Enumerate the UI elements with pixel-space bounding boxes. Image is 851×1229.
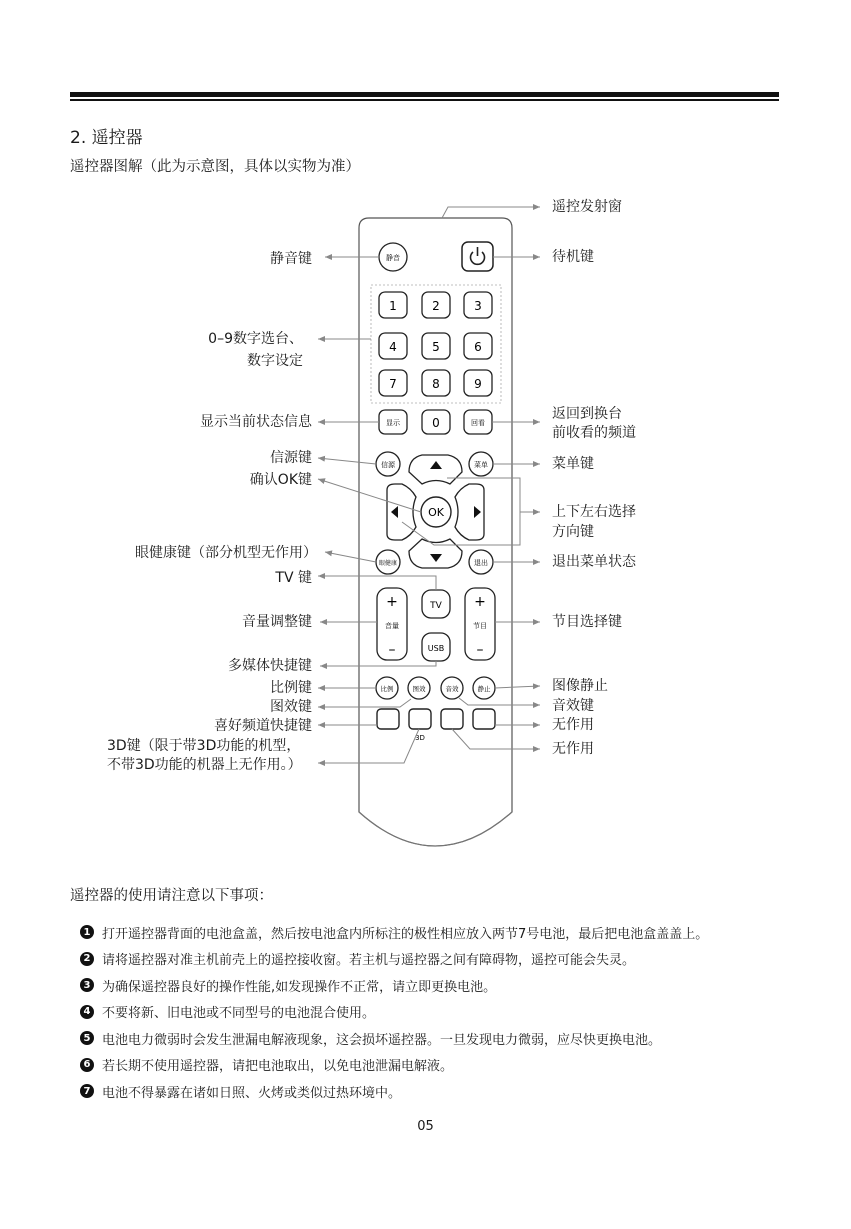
label-volume: 音量调整键 [242, 614, 312, 630]
note-text: 不要将新、旧电池或不同型号的电池混合使用。 [102, 1006, 376, 1022]
svg-text:TV: TV [430, 601, 442, 611]
note-text: 若长期不使用遥控器，请把电池取出，以免电池泄漏电解液。 [102, 1059, 454, 1075]
digit-2-button[interactable] [422, 292, 450, 318]
digit-label: 5 [432, 340, 440, 354]
label-digits-1: 0–9数字选台、 [208, 331, 303, 347]
freeze-button[interactable] [473, 677, 495, 699]
note-item [80, 1078, 800, 1105]
note-item [80, 1025, 800, 1052]
label-3d-2: 不带3D功能的机器上无作用。） [107, 757, 302, 773]
svg-text:+: + [386, 594, 398, 610]
blank-button-b[interactable] [473, 709, 495, 729]
note-item [80, 1052, 800, 1079]
digit-9-button[interactable] [464, 370, 492, 396]
digit-7-button[interactable] [379, 370, 407, 396]
label-exit: 退出菜单状态 [552, 554, 636, 570]
label-eye: 眼健康键（部分机型无作用） [135, 545, 317, 561]
svg-text:–: – [388, 642, 396, 658]
svg-text:菜单: 菜单 [474, 461, 488, 469]
label-none-b: 无作用 [552, 741, 594, 757]
note-number: 5 [80, 1031, 94, 1045]
display-button[interactable] [379, 410, 407, 434]
mute-button[interactable] [379, 243, 407, 271]
source-button[interactable] [376, 452, 400, 476]
sound-button[interactable] [441, 677, 463, 699]
program-rocker[interactable] [465, 588, 495, 660]
note-number: 4 [80, 1005, 94, 1019]
digit-label: 2 [432, 299, 440, 313]
label-return-2: 前收看的频道 [552, 425, 636, 441]
exit-button[interactable] [469, 550, 493, 574]
label-ir-window: 遥控发射窗 [552, 199, 622, 215]
label-display: 显示当前状态信息 [200, 414, 312, 430]
digit-4-button[interactable] [379, 333, 407, 359]
digit-5-button[interactable] [422, 333, 450, 359]
label-usb: 多媒体快捷键 [228, 658, 312, 674]
svg-text:USB: USB [427, 644, 445, 653]
menu-button[interactable] [469, 452, 493, 476]
svg-text:眼健康: 眼健康 [378, 560, 398, 567]
label-tv: TV 键 [275, 570, 312, 586]
digit-buttons[interactable] [379, 292, 492, 396]
label-ok: 确认OK键 [249, 472, 312, 488]
note-number: 6 [80, 1058, 94, 1072]
diagram-subtitle: 遥控器图解（此为示意图，具体以实物为准） [70, 159, 360, 175]
note-number: 2 [80, 952, 94, 966]
volume-rocker[interactable] [377, 588, 407, 660]
svg-text:信源: 信源 [381, 461, 395, 469]
label-digits-2: 数字设定 [247, 353, 303, 369]
label-program: 节目选择键 [552, 614, 622, 630]
digit-0-button[interactable] [422, 410, 450, 434]
usb-button[interactable] [422, 633, 450, 661]
digit-3-button[interactable] [464, 292, 492, 318]
3d-button[interactable] [409, 709, 431, 729]
label-return-1: 返回到换台 [552, 406, 622, 422]
note-number: 7 [80, 1084, 94, 1098]
label-picture: 图效键 [270, 699, 312, 715]
note-text: 打开遥控器背面的电池盒盖，然后按电池盒内所标注的极性相应放入两节7号电池，最后把电池盒盖盖上。 [102, 926, 709, 942]
label-ratio: 比例键 [270, 680, 312, 696]
blank-button-a[interactable] [441, 709, 463, 729]
dpad-down [409, 539, 462, 568]
ratio-button[interactable] [376, 677, 398, 699]
svg-text:静止: 静止 [477, 685, 491, 693]
notes-title: 遥控器的使用请注意以下事项： [70, 888, 273, 904]
digit-label: 6 [474, 340, 482, 354]
note-text: 电池不得暴露在诸如日照、火烤或类似过热环境中。 [102, 1085, 402, 1101]
section-title: 2. 遥控器 [70, 128, 143, 148]
note-text: 为确保遥控器良好的操作性能,如发现操作不正常，请立即更换电池。 [102, 979, 497, 995]
label-menu: 菜单键 [552, 456, 594, 472]
label-sound: 音效键 [552, 698, 594, 714]
power-button[interactable] [462, 242, 493, 271]
svg-text:退出: 退出 [474, 559, 488, 567]
picture-button[interactable] [408, 677, 430, 699]
svg-text:–: – [476, 642, 484, 658]
label-power: 待机键 [552, 249, 594, 265]
label-direction-2: 方向键 [552, 524, 594, 540]
svg-text:节目: 节目 [473, 622, 487, 630]
svg-text:比例: 比例 [380, 685, 394, 693]
3d-caption: 3D [415, 734, 425, 742]
svg-text:OK: OK [428, 506, 444, 519]
label-favorite: 喜好频道快捷键 [214, 718, 312, 734]
note-item [80, 972, 800, 999]
svg-text:静音: 静音 [386, 254, 400, 262]
label-3d-1: 3D键（限于带3D功能的机型， [107, 738, 301, 754]
label-freeze: 图像静止 [552, 678, 608, 694]
digit-label: 9 [474, 377, 482, 391]
note-text: 请将遥控器对准主机前壳上的遥控接收窗。若主机与遥控器之间有障碍物，遥控可能会失灵。 [102, 953, 636, 969]
svg-text:音效: 音效 [445, 685, 459, 693]
digit-8-button[interactable] [422, 370, 450, 396]
svg-text:+: + [474, 594, 486, 610]
note-item [80, 999, 800, 1026]
digit-label: 4 [389, 340, 397, 354]
note-text: 电池电力微弱时会发生泄漏电解液现象，这会损坏遥控器。一旦发现电力微弱，应尽快更换电池。 [102, 1032, 662, 1048]
label-source: 信源键 [270, 450, 312, 466]
ok-button [421, 497, 451, 527]
svg-text:音量: 音量 [385, 622, 399, 630]
note-item [80, 919, 800, 946]
dpad-up [409, 455, 462, 484]
tv-button[interactable] [422, 590, 450, 618]
digit-label: 8 [432, 377, 440, 391]
favorite-button[interactable] [377, 709, 399, 729]
label-none-a: 无作用 [552, 717, 594, 733]
note-item [80, 946, 800, 973]
note-number: 1 [80, 925, 94, 939]
svg-text:图效: 图效 [412, 685, 426, 693]
digit-label: 1 [389, 299, 397, 313]
svg-text:0: 0 [432, 416, 440, 430]
svg-text:显示: 显示 [386, 419, 400, 427]
notes-list [80, 919, 800, 1105]
recall-button[interactable] [464, 410, 492, 434]
label-mute: 静音键 [270, 251, 312, 267]
digit-6-button[interactable] [464, 333, 492, 359]
digit-label: 3 [474, 299, 482, 313]
svg-text:回看: 回看 [471, 419, 485, 427]
note-number: 3 [80, 978, 94, 992]
digit-label: 7 [389, 377, 397, 391]
digit-1-button[interactable] [379, 292, 407, 318]
label-direction-1: 上下左右选择 [552, 504, 636, 520]
eye-health-button[interactable] [376, 550, 400, 574]
page-number: 05 [417, 1119, 434, 1134]
